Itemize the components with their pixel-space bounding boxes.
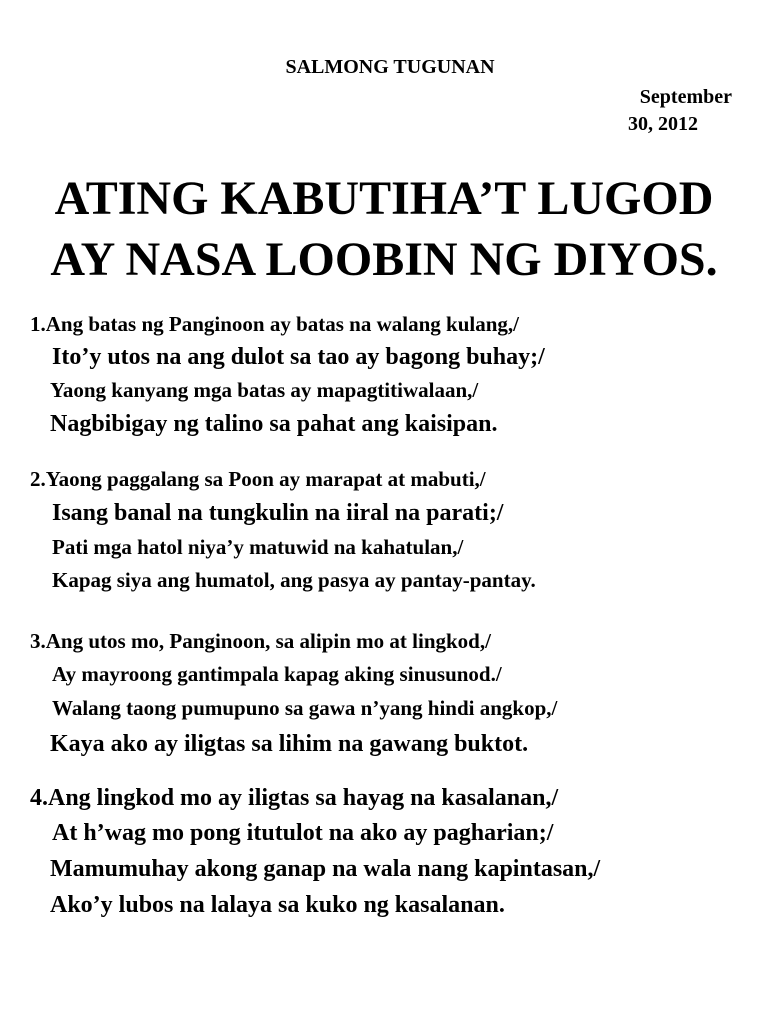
stanza-3 xyxy=(30,624,750,762)
stanza-line: At h’wag mo pong itutulot na ako ay pagharian;/ xyxy=(52,820,554,846)
stanza-line: Kaya ako ay iligtas sa lihim na gawang buktot. xyxy=(50,731,529,757)
stanza-line: 1.Ang batas ng Panginoon ay batas na walang kulang,/ xyxy=(30,312,519,336)
stanza-line: Walang taong pumupuno sa gawa n’yang hindi angkop,/ xyxy=(52,696,558,720)
stanza-line: Isang banal na tungkulin na iiral na parati;/ xyxy=(52,500,504,526)
stanza-line: Ito’y utos na ang dulot sa tao ay bagong buhay;/ xyxy=(52,344,545,370)
stanza-line: Yaong kanyang mga batas ay mapagtitiwalaan,/ xyxy=(50,378,479,402)
stanza-2 xyxy=(30,462,750,596)
stanza-line: Nagbibigay ng talino sa pahat ang kaisipan. xyxy=(50,411,498,437)
page-title xyxy=(0,168,768,290)
stanza-line: Pati mga hatol niya’y matuwid na kahatulan,/ xyxy=(52,535,464,559)
stanza-line: 4.Ang lingkod mo ay iligtas sa hayag na kasalanan,/ xyxy=(30,785,559,811)
stanza-line: 2.Yaong paggalang sa Poon ay marapat at mabuti,/ xyxy=(30,467,486,491)
title-line-2: AY NASA LOOBIN NG DIYOS. xyxy=(50,233,718,286)
date-line-2: 30, 2012 xyxy=(628,113,698,135)
stanza-line: Ay mayroong gantimpala kapag aking sinusunod./ xyxy=(52,662,502,686)
date-line-1: September xyxy=(639,86,732,108)
stanza-line: Ako’y lubos na lalaya sa kuko ng kasalanan. xyxy=(50,892,505,918)
stanza-line: Mamumuhay akong ganap na wala nang kapintasan,/ xyxy=(50,856,601,882)
stanza-line: 3.Ang utos mo, Panginoon, sa alipin mo at lingkod,/ xyxy=(30,629,491,653)
stanza-4 xyxy=(30,780,750,923)
title-line-1: ATING KABUTIHA’T LUGOD xyxy=(54,172,714,225)
stanza-line: Kapag siya ang humatol, ang pasya ay pantay-pantay. xyxy=(52,568,536,592)
stanza-1 xyxy=(30,308,750,441)
header-label: SALMONG TUGUNAN xyxy=(285,56,495,78)
date xyxy=(628,84,732,138)
